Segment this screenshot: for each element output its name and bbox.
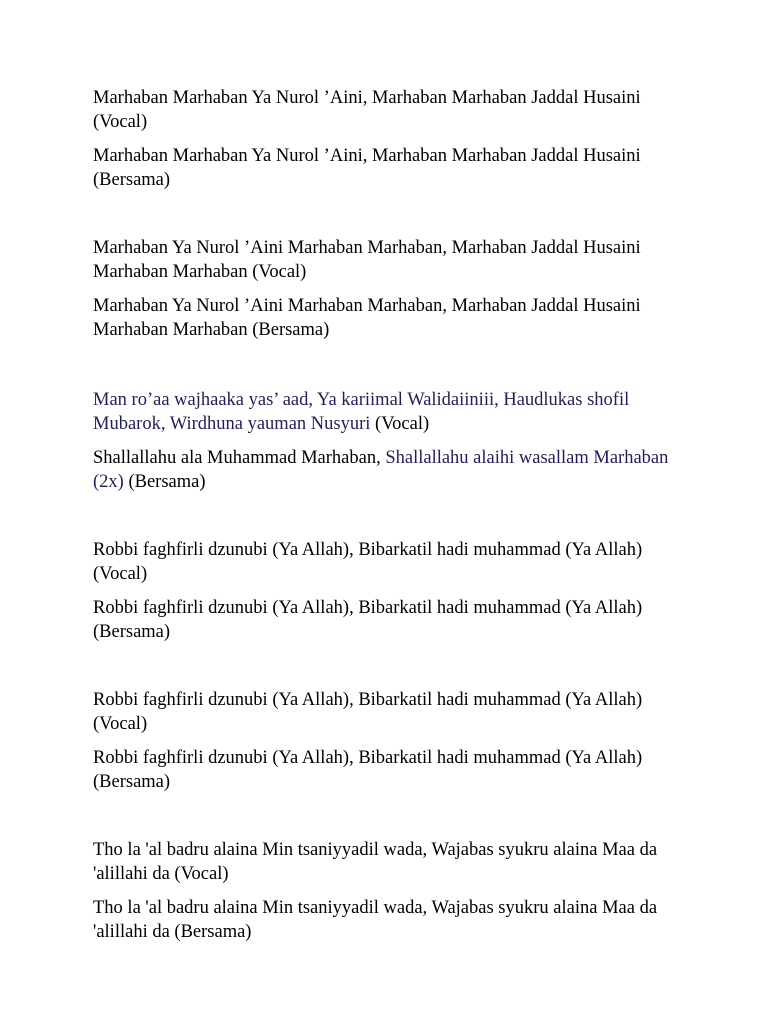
- lyric-paragraph-6: [93, 446, 673, 494]
- lyric-paragraph-7: [93, 538, 673, 586]
- lyric-paragraph-1: [93, 86, 673, 134]
- lyric-text: Robbi faghfirli dzunubi (Ya Allah), Bibarkatil hadi muhammad (Ya Allah) (Vocal): [93, 540, 643, 584]
- lyric-paragraph-3: [93, 236, 673, 284]
- lyric-text: Robbi faghfirli dzunubi (Ya Allah), Bibarkatil hadi muhammad (Ya Allah) (Vocal): [93, 690, 643, 734]
- lyric-paragraph-5: [93, 388, 673, 436]
- lyric-text: Tho la 'al badru alaina Min tsaniyyadil wada, Wajabas syukru alaina Maa da 'alillahi da (Vocal): [93, 840, 658, 884]
- lyric-text: (Bersama): [123, 472, 206, 492]
- lyric-text: Shallallahu ala Muhammad Marhaban,: [93, 448, 386, 468]
- lyric-paragraph-9: [93, 688, 673, 736]
- lyric-text-highlighted: Man ro’aa wajhaaka yas’ aad, Ya kariimal Walidaiiniii, Haudlukas shofil Mubarok, Wirdhuna yauman Nusyuri: [93, 390, 630, 434]
- lyric-text: Robbi faghfirli dzunubi (Ya Allah), Bibarkatil hadi muhammad (Ya Allah) (Bersama): [93, 598, 643, 642]
- lyric-text: Marhaban Ya Nurol ’Aini Marhaban Marhaban, Marhaban Jaddal Husaini Marhaban Marhaban (Bersama): [93, 296, 641, 340]
- lyric-paragraph-11: [93, 838, 673, 886]
- lyric-text: Robbi faghfirli dzunubi (Ya Allah), Bibarkatil hadi muhammad (Ya Allah) (Bersama): [93, 748, 643, 792]
- document-page: [93, 86, 673, 944]
- lyric-text: Marhaban Marhaban Ya Nurol ’Aini, Marhaban Marhaban Jaddal Husaini (Bersama): [93, 146, 641, 190]
- lyric-paragraph-10: [93, 746, 673, 794]
- lyric-paragraph-2: [93, 144, 673, 192]
- lyric-paragraph-4: [93, 294, 673, 342]
- lyric-paragraph-12: [93, 896, 673, 944]
- lyric-paragraph-8: [93, 596, 673, 644]
- lyric-text: (Vocal): [370, 414, 430, 434]
- lyric-text: Marhaban Marhaban Ya Nurol ’Aini, Marhaban Marhaban Jaddal Husaini (Vocal): [93, 88, 641, 132]
- lyric-text-highlighted: Shallallahu alaihi wasallam Marhaban (2x): [93, 448, 669, 492]
- lyric-text: Tho la 'al badru alaina Min tsaniyyadil wada, Wajabas syukru alaina Maa da 'alillahi da (Bersama): [93, 898, 658, 942]
- lyric-text: Marhaban Ya Nurol ’Aini Marhaban Marhaban, Marhaban Jaddal Husaini Marhaban Marhaban (Vocal): [93, 238, 641, 282]
